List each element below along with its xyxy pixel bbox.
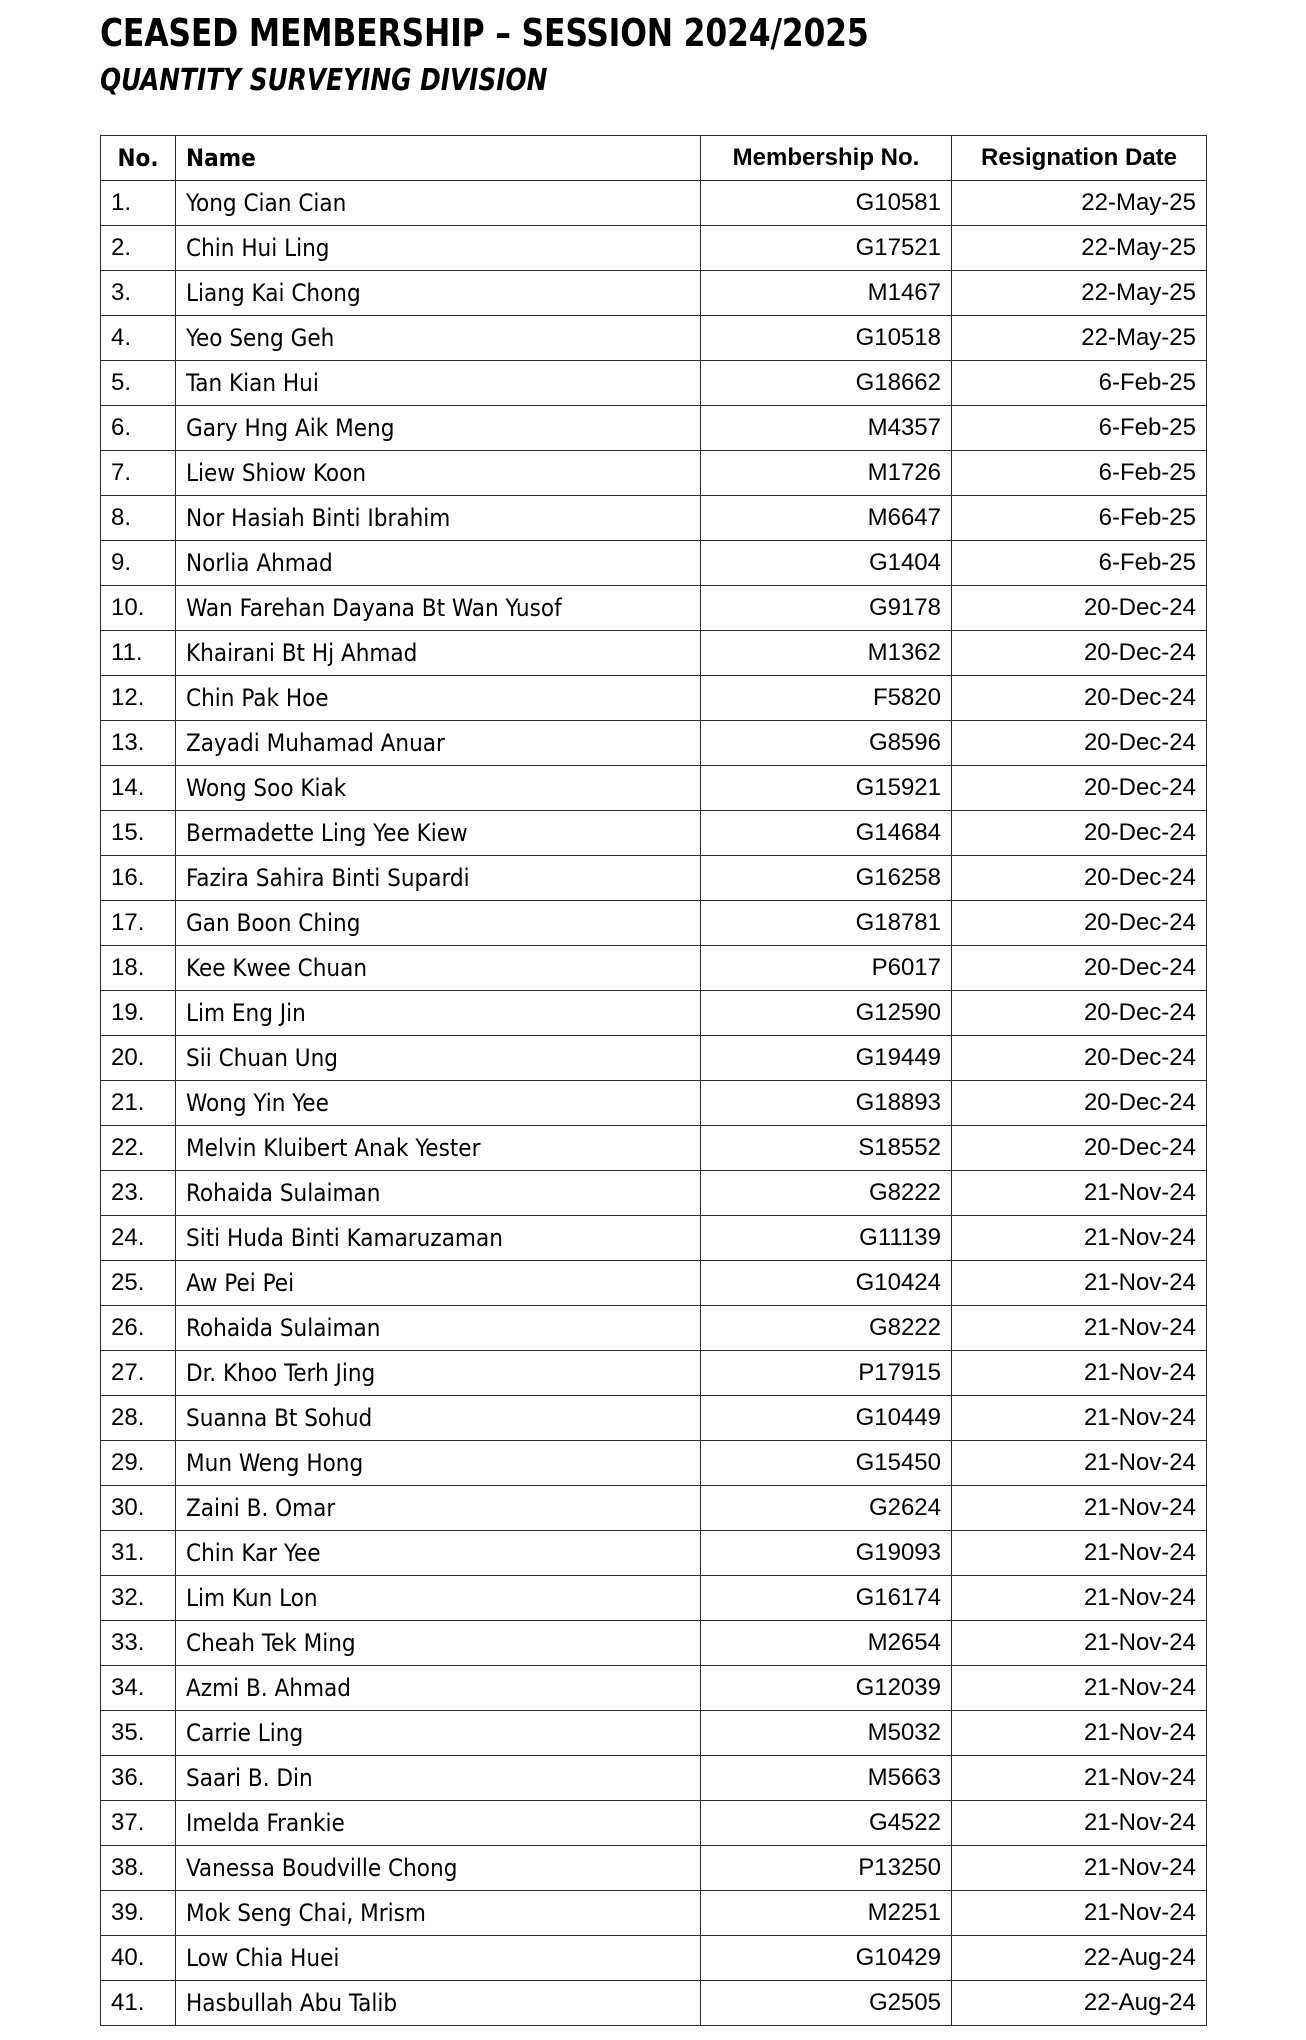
table-row (101, 631, 1207, 676)
cell-no: 39. (101, 1891, 176, 1936)
cell-membership-no: G8222 (701, 1171, 952, 1216)
table-row (101, 946, 1207, 991)
cell-no: 23. (101, 1171, 176, 1216)
cell-name: Kee Kwee Chuan (176, 946, 701, 991)
cell-resignation-date: 21-Nov-24 (952, 1441, 1207, 1486)
cell-name: Yeo Seng Geh (176, 316, 701, 361)
cell-name: Wong Soo Kiak (176, 766, 701, 811)
cell-membership-no: M4357 (701, 406, 952, 451)
table-row (101, 1981, 1207, 2026)
cell-no: 26. (101, 1306, 176, 1351)
cell-name: Mok Seng Chai, Mrism (176, 1891, 701, 1936)
cell-resignation-date: 6-Feb-25 (952, 361, 1207, 406)
cell-membership-no: G14684 (701, 811, 952, 856)
cell-resignation-date: 20-Dec-24 (952, 766, 1207, 811)
cell-no: 25. (101, 1261, 176, 1306)
cell-no: 34. (101, 1666, 176, 1711)
table-row (101, 991, 1207, 1036)
table-row (101, 1126, 1207, 1171)
cell-name: Tan Kian Hui (176, 361, 701, 406)
cell-name: Hasbullah Abu Talib (176, 1981, 701, 2026)
cell-resignation-date: 21-Nov-24 (952, 1216, 1207, 1261)
cell-resignation-date: 22-May-25 (952, 316, 1207, 361)
cell-name: Suanna Bt Sohud (176, 1396, 701, 1441)
page-subtitle: QUANTITY SURVEYING DIVISION (100, 62, 548, 98)
table-row (101, 1801, 1207, 1846)
cell-no: 5. (101, 361, 176, 406)
cell-resignation-date: 21-Nov-24 (952, 1846, 1207, 1891)
cell-name: Azmi B. Ahmad (176, 1666, 701, 1711)
cell-membership-no: P13250 (701, 1846, 952, 1891)
cell-resignation-date: 20-Dec-24 (952, 676, 1207, 721)
cell-resignation-date: 20-Dec-24 (952, 946, 1207, 991)
table-row (101, 1711, 1207, 1756)
table-row (101, 1531, 1207, 1576)
cell-name: Wong Yin Yee (176, 1081, 701, 1126)
cell-resignation-date: 21-Nov-24 (952, 1621, 1207, 1666)
cell-no: 41. (101, 1981, 176, 2026)
cell-name: Lim Kun Lon (176, 1576, 701, 1621)
table-row (101, 361, 1207, 406)
cell-resignation-date: 20-Dec-24 (952, 901, 1207, 946)
document-header (0, 0, 1306, 98)
cell-membership-no: G8596 (701, 721, 952, 766)
cell-name: Lim Eng Jin (176, 991, 701, 1036)
cell-resignation-date: 21-Nov-24 (952, 1396, 1207, 1441)
cell-name: Chin Kar Yee (176, 1531, 701, 1576)
column-header-resignation-date: Resignation Date (952, 136, 1207, 181)
cell-no: 3. (101, 271, 176, 316)
table-row (101, 1081, 1207, 1126)
cell-membership-no: M1362 (701, 631, 952, 676)
cell-name: Gary Hng Aik Meng (176, 406, 701, 451)
cell-membership-no: G19093 (701, 1531, 952, 1576)
cell-name: Bermadette Ling Yee Kiew (176, 811, 701, 856)
cell-resignation-date: 20-Dec-24 (952, 586, 1207, 631)
cell-name: Carrie Ling (176, 1711, 701, 1756)
cell-no: 9. (101, 541, 176, 586)
table-row (101, 901, 1207, 946)
cell-no: 11. (101, 631, 176, 676)
cell-name: Mun Weng Hong (176, 1441, 701, 1486)
cell-no: 1. (101, 181, 176, 226)
table-header (101, 136, 1207, 181)
cell-membership-no: G11139 (701, 1216, 952, 1261)
cell-name: Dr. Khoo Terh Jing (176, 1351, 701, 1396)
cell-name: Liew Shiow Koon (176, 451, 701, 496)
cell-no: 2. (101, 226, 176, 271)
cell-membership-no: M6647 (701, 496, 952, 541)
cell-resignation-date: 21-Nov-24 (952, 1891, 1207, 1936)
cell-no: 31. (101, 1531, 176, 1576)
cell-name: Zayadi Muhamad Anuar (176, 721, 701, 766)
cell-membership-no: M1467 (701, 271, 952, 316)
cell-no: 17. (101, 901, 176, 946)
ceased-membership-table-wrapper (100, 135, 1206, 2026)
cell-resignation-date: 21-Nov-24 (952, 1576, 1207, 1621)
cell-no: 29. (101, 1441, 176, 1486)
cell-name: Low Chia Huei (176, 1936, 701, 1981)
cell-resignation-date: 22-Aug-24 (952, 1981, 1207, 2026)
cell-membership-no: G2624 (701, 1486, 952, 1531)
cell-no: 8. (101, 496, 176, 541)
table-row (101, 1576, 1207, 1621)
cell-name: Khairani Bt Hj Ahmad (176, 631, 701, 676)
cell-membership-no: G1404 (701, 541, 952, 586)
table-row (101, 1036, 1207, 1081)
cell-resignation-date: 22-Aug-24 (952, 1936, 1207, 1981)
table-row (101, 181, 1207, 226)
cell-name: Sii Chuan Ung (176, 1036, 701, 1081)
cell-no: 35. (101, 1711, 176, 1756)
cell-resignation-date: 21-Nov-24 (952, 1666, 1207, 1711)
cell-resignation-date: 21-Nov-24 (952, 1261, 1207, 1306)
table-row (101, 1846, 1207, 1891)
table-row (101, 811, 1207, 856)
table-row (101, 676, 1207, 721)
cell-resignation-date: 6-Feb-25 (952, 541, 1207, 586)
cell-membership-no: P17915 (701, 1351, 952, 1396)
cell-resignation-date: 21-Nov-24 (952, 1351, 1207, 1396)
cell-membership-no: G8222 (701, 1306, 952, 1351)
table-row (101, 1261, 1207, 1306)
cell-name: Wan Farehan Dayana Bt Wan Yusof (176, 586, 701, 631)
cell-no: 16. (101, 856, 176, 901)
cell-resignation-date: 22-May-25 (952, 226, 1207, 271)
cell-name: Rohaida Sulaiman (176, 1171, 701, 1216)
cell-resignation-date: 21-Nov-24 (952, 1801, 1207, 1846)
table-row (101, 1666, 1207, 1711)
cell-resignation-date: 20-Dec-24 (952, 991, 1207, 1036)
cell-no: 33. (101, 1621, 176, 1666)
cell-name: Yong Cian Cian (176, 181, 701, 226)
cell-name: Gan Boon Ching (176, 901, 701, 946)
cell-membership-no: M5032 (701, 1711, 952, 1756)
cell-membership-no: G9178 (701, 586, 952, 631)
table-row (101, 1891, 1207, 1936)
cell-resignation-date: 20-Dec-24 (952, 811, 1207, 856)
cell-no: 15. (101, 811, 176, 856)
cell-no: 36. (101, 1756, 176, 1801)
table-body (101, 181, 1207, 2026)
table-row (101, 856, 1207, 901)
table-row (101, 1756, 1207, 1801)
cell-name: Cheah Tek Ming (176, 1621, 701, 1666)
table-row (101, 406, 1207, 451)
cell-membership-no: G4522 (701, 1801, 952, 1846)
cell-resignation-date: 21-Nov-24 (952, 1756, 1207, 1801)
cell-name: Melvin Kluibert Anak Yester (176, 1126, 701, 1171)
cell-no: 32. (101, 1576, 176, 1621)
cell-name: Rohaida Sulaiman (176, 1306, 701, 1351)
table-row (101, 1441, 1207, 1486)
table-row (101, 1486, 1207, 1531)
column-header-name: Name (176, 136, 701, 181)
table-row (101, 1306, 1207, 1351)
cell-no: 4. (101, 316, 176, 361)
table-header-row (101, 136, 1207, 181)
cell-no: 19. (101, 991, 176, 1036)
cell-resignation-date: 20-Dec-24 (952, 721, 1207, 766)
cell-name: Vanessa Boudville Chong (176, 1846, 701, 1891)
cell-membership-no: G18662 (701, 361, 952, 406)
cell-no: 13. (101, 721, 176, 766)
cell-membership-no: P6017 (701, 946, 952, 991)
cell-membership-no: G10518 (701, 316, 952, 361)
cell-no: 28. (101, 1396, 176, 1441)
cell-resignation-date: 6-Feb-25 (952, 451, 1207, 496)
cell-membership-no: F5820 (701, 676, 952, 721)
cell-membership-no: G18781 (701, 901, 952, 946)
cell-resignation-date: 21-Nov-24 (952, 1171, 1207, 1216)
cell-name: Saari B. Din (176, 1756, 701, 1801)
cell-membership-no: M1726 (701, 451, 952, 496)
cell-membership-no: G10424 (701, 1261, 952, 1306)
cell-no: 30. (101, 1486, 176, 1531)
cell-membership-no: M5663 (701, 1756, 952, 1801)
cell-membership-no: M2654 (701, 1621, 952, 1666)
cell-resignation-date: 6-Feb-25 (952, 406, 1207, 451)
cell-no: 10. (101, 586, 176, 631)
cell-membership-no: G2505 (701, 1981, 952, 2026)
cell-name: Chin Hui Ling (176, 226, 701, 271)
cell-resignation-date: 20-Dec-24 (952, 1126, 1207, 1171)
cell-membership-no: G10449 (701, 1396, 952, 1441)
cell-no: 20. (101, 1036, 176, 1081)
cell-membership-no: G10581 (701, 181, 952, 226)
cell-membership-no: G15450 (701, 1441, 952, 1486)
cell-no: 18. (101, 946, 176, 991)
cell-resignation-date: 20-Dec-24 (952, 1036, 1207, 1081)
cell-membership-no: G16174 (701, 1576, 952, 1621)
table-row (101, 766, 1207, 811)
cell-no: 22. (101, 1126, 176, 1171)
cell-resignation-date: 22-May-25 (952, 271, 1207, 316)
column-header-membership-no: Membership No. (701, 136, 952, 181)
cell-no: 38. (101, 1846, 176, 1891)
cell-resignation-date: 6-Feb-25 (952, 496, 1207, 541)
cell-no: 7. (101, 451, 176, 496)
cell-no: 24. (101, 1216, 176, 1261)
cell-name: Aw Pei Pei (176, 1261, 701, 1306)
cell-resignation-date: 22-May-25 (952, 181, 1207, 226)
cell-no: 14. (101, 766, 176, 811)
table-row (101, 1621, 1207, 1666)
cell-name: Nor Hasiah Binti Ibrahim (176, 496, 701, 541)
cell-resignation-date: 21-Nov-24 (952, 1486, 1207, 1531)
cell-resignation-date: 20-Dec-24 (952, 631, 1207, 676)
cell-name: Zaini B. Omar (176, 1486, 701, 1531)
cell-name: Imelda Frankie (176, 1801, 701, 1846)
page-title: CEASED MEMBERSHIP – SESSION 2024/2025 (100, 11, 869, 55)
table-row (101, 451, 1207, 496)
cell-membership-no: G15921 (701, 766, 952, 811)
table-row (101, 1351, 1207, 1396)
cell-name: Fazira Sahira Binti Supardi (176, 856, 701, 901)
table-row (101, 721, 1207, 766)
cell-no: 40. (101, 1936, 176, 1981)
table-row (101, 586, 1207, 631)
cell-membership-no: G16258 (701, 856, 952, 901)
cell-name: Chin Pak Hoe (176, 676, 701, 721)
table-row (101, 1216, 1207, 1261)
cell-no: 6. (101, 406, 176, 451)
cell-membership-no: G17521 (701, 226, 952, 271)
cell-resignation-date: 21-Nov-24 (952, 1711, 1207, 1756)
cell-resignation-date: 20-Dec-24 (952, 856, 1207, 901)
cell-membership-no: G19449 (701, 1036, 952, 1081)
cell-name: Norlia Ahmad (176, 541, 701, 586)
cell-no: 37. (101, 1801, 176, 1846)
cell-name: Liang Kai Chong (176, 271, 701, 316)
table-row (101, 1936, 1207, 1981)
table-row (101, 316, 1207, 361)
cell-no: 12. (101, 676, 176, 721)
cell-membership-no: M2251 (701, 1891, 952, 1936)
table-row (101, 541, 1207, 586)
table-row (101, 226, 1207, 271)
cell-membership-no: S18552 (701, 1126, 952, 1171)
cell-membership-no: G18893 (701, 1081, 952, 1126)
cell-resignation-date: 21-Nov-24 (952, 1531, 1207, 1576)
cell-membership-no: G12039 (701, 1666, 952, 1711)
column-header-no: No. (101, 136, 176, 181)
cell-no: 27. (101, 1351, 176, 1396)
cell-resignation-date: 21-Nov-24 (952, 1306, 1207, 1351)
cell-membership-no: G10429 (701, 1936, 952, 1981)
table-row (101, 1171, 1207, 1216)
table-row (101, 496, 1207, 541)
cell-membership-no: G12590 (701, 991, 952, 1036)
cell-resignation-date: 20-Dec-24 (952, 1081, 1207, 1126)
table-row (101, 1396, 1207, 1441)
cell-no: 21. (101, 1081, 176, 1126)
table-row (101, 271, 1207, 316)
cell-name: Siti Huda Binti Kamaruzaman (176, 1216, 701, 1261)
ceased-membership-table (100, 135, 1207, 2026)
